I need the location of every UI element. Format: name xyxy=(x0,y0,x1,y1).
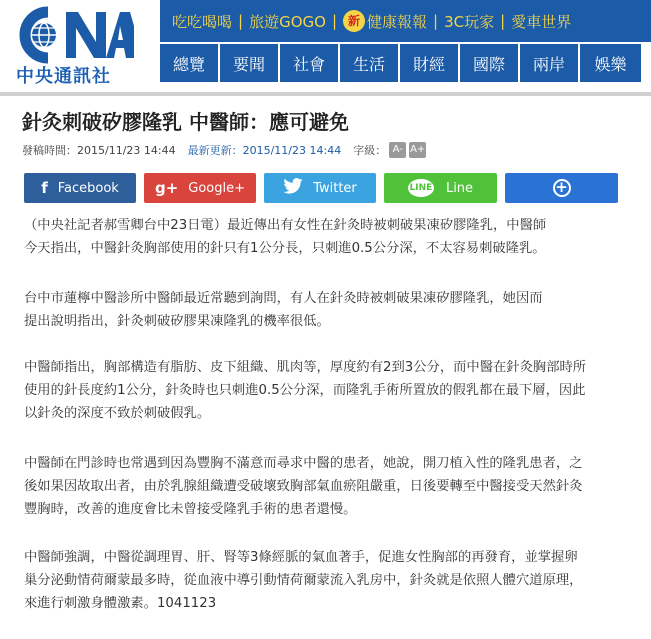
font-smaller-button[interactable]: A- xyxy=(389,142,406,158)
nav-item-entertainment[interactable]: 娛樂 xyxy=(580,44,641,82)
header-divider xyxy=(0,92,651,96)
more-share-button[interactable] xyxy=(505,173,618,203)
facebook-share-label: Facebook xyxy=(57,180,119,196)
twitter-share-button[interactable] xyxy=(264,173,376,203)
topbar-link-health[interactable]: 健康報報 xyxy=(367,12,428,31)
article-title: 針灸刺破矽膠隆乳 中醫師：應可避免 xyxy=(22,110,349,134)
google-share-label: Google+ xyxy=(188,180,246,196)
google-share-button[interactable] xyxy=(144,173,256,203)
paragraph-line: 台中市蓮檸中醫診所中醫師最近常聽到詢問，有人在針灸時被刺破果凍矽膠隆乳，她因而 xyxy=(24,291,543,306)
cna-logo-icon xyxy=(14,6,134,64)
font-size-label: 字級： xyxy=(353,144,387,157)
line-icon: LINE xyxy=(408,179,434,197)
topbar-link-food[interactable]: 吃吃喝喝 xyxy=(172,12,233,31)
paragraph-line: 後如果因故取出者，由於乳腺組織遭受破壞致胸部氣血瘀阻嚴重，日後要轉至中醫接受天然針灸 xyxy=(24,479,583,494)
paragraph-line: （中央社記者郝雪卿台中23日電）最近傳出有女性在針灸時被刺破果凍矽膠隆乳，中醫師 xyxy=(24,218,547,233)
paragraph-line: 使用的針長度約1公分，針灸時也只刺進0.5公分深，而隆乳手術所置放的假乳都在最下層，因此 xyxy=(24,383,586,398)
topbar-separator: | xyxy=(500,12,506,30)
nav-item-finance[interactable]: 財經 xyxy=(400,44,458,82)
nav-item-headlines[interactable]: 要聞 xyxy=(220,44,278,82)
paragraph-line: 中醫師在門診時也常遇到因為豐胸不滿意而尋求中醫的患者，她說，開刀植入性的隆乳患者，之 xyxy=(24,456,583,471)
article-paragraph xyxy=(24,356,624,425)
topbar-link-travel[interactable]: 旅遊GOGO xyxy=(249,12,326,31)
topbar xyxy=(160,0,651,42)
nav-item-society[interactable]: 社會 xyxy=(280,44,338,82)
nav-item-overview[interactable]: 總覽 xyxy=(160,44,218,82)
plus-icon: + xyxy=(553,179,571,197)
topbar-link-car[interactable]: 愛車世界 xyxy=(511,12,572,31)
google-plus-icon: g+ xyxy=(154,179,179,197)
site-header xyxy=(0,0,651,92)
article-paragraph xyxy=(24,287,624,333)
nav-item-life[interactable]: 生活 xyxy=(340,44,398,82)
paragraph-line: 提出說明指出，針灸刺破矽膠果凍隆乳的機率很低。 xyxy=(24,314,330,329)
new-badge: 新 xyxy=(343,10,365,32)
logo-org-name: 中央通訊社 xyxy=(16,66,111,87)
nav-item-cross-strait[interactable]: 兩岸 xyxy=(520,44,578,82)
topbar-separator: | xyxy=(433,12,439,30)
line-share-label: Line xyxy=(445,180,474,196)
paragraph-line: 豐胸時，改善的進度會比未曾接受隆乳手術的患者還慢。 xyxy=(24,502,357,517)
twitter-share-label: Twitter xyxy=(313,180,357,196)
paragraph-line: 巢分泌動情荷爾蒙最多時，從血液中導引動情荷爾蒙流入乳房中，針灸就是依照人體穴道原理， xyxy=(24,573,583,588)
article-paragraph xyxy=(24,214,624,260)
twitter-bird-icon xyxy=(283,178,303,198)
topbar-link-3c[interactable]: 3C玩家 xyxy=(444,12,495,31)
topbar-separator: | xyxy=(331,12,338,30)
cna-logo[interactable] xyxy=(14,6,134,86)
paragraph-line: 以針灸的深度不致於刺破假乳。 xyxy=(24,406,211,421)
paragraph-line: 中醫師強調，中醫從調理胃、肝、腎等3條經脈的氣血著手，促進女性胸部的再發育，並掌握卵 xyxy=(24,550,578,565)
article-paragraph xyxy=(24,452,624,521)
article-meta xyxy=(22,142,426,158)
topbar-separator: | xyxy=(238,12,244,30)
font-larger-button[interactable]: A+ xyxy=(409,142,426,158)
paragraph-line: 今天指出，中醫針灸胸部使用的針只有1公分長，只刺進0.5公分深，不太容易刺破隆乳。 xyxy=(24,241,546,256)
published-time: 發稿時間：2015/11/23 14:44 xyxy=(22,144,176,157)
nav-item-international[interactable]: 國際 xyxy=(460,44,518,82)
article-paragraph xyxy=(24,546,624,615)
facebook-share-button[interactable] xyxy=(24,173,136,203)
updated-time: 最新更新：2015/11/23 14:44 xyxy=(187,144,342,157)
facebook-icon: f xyxy=(41,179,48,197)
paragraph-line: 來進行刺激身體激素。1041123 xyxy=(24,596,217,611)
paragraph-line: 中醫師指出，胸部構造有脂肪、皮下組織、肌肉等，厚度約有2到3公分，而中醫在針灸胸部時所 xyxy=(24,360,587,375)
line-share-button[interactable] xyxy=(384,173,497,203)
main-nav xyxy=(160,44,651,82)
